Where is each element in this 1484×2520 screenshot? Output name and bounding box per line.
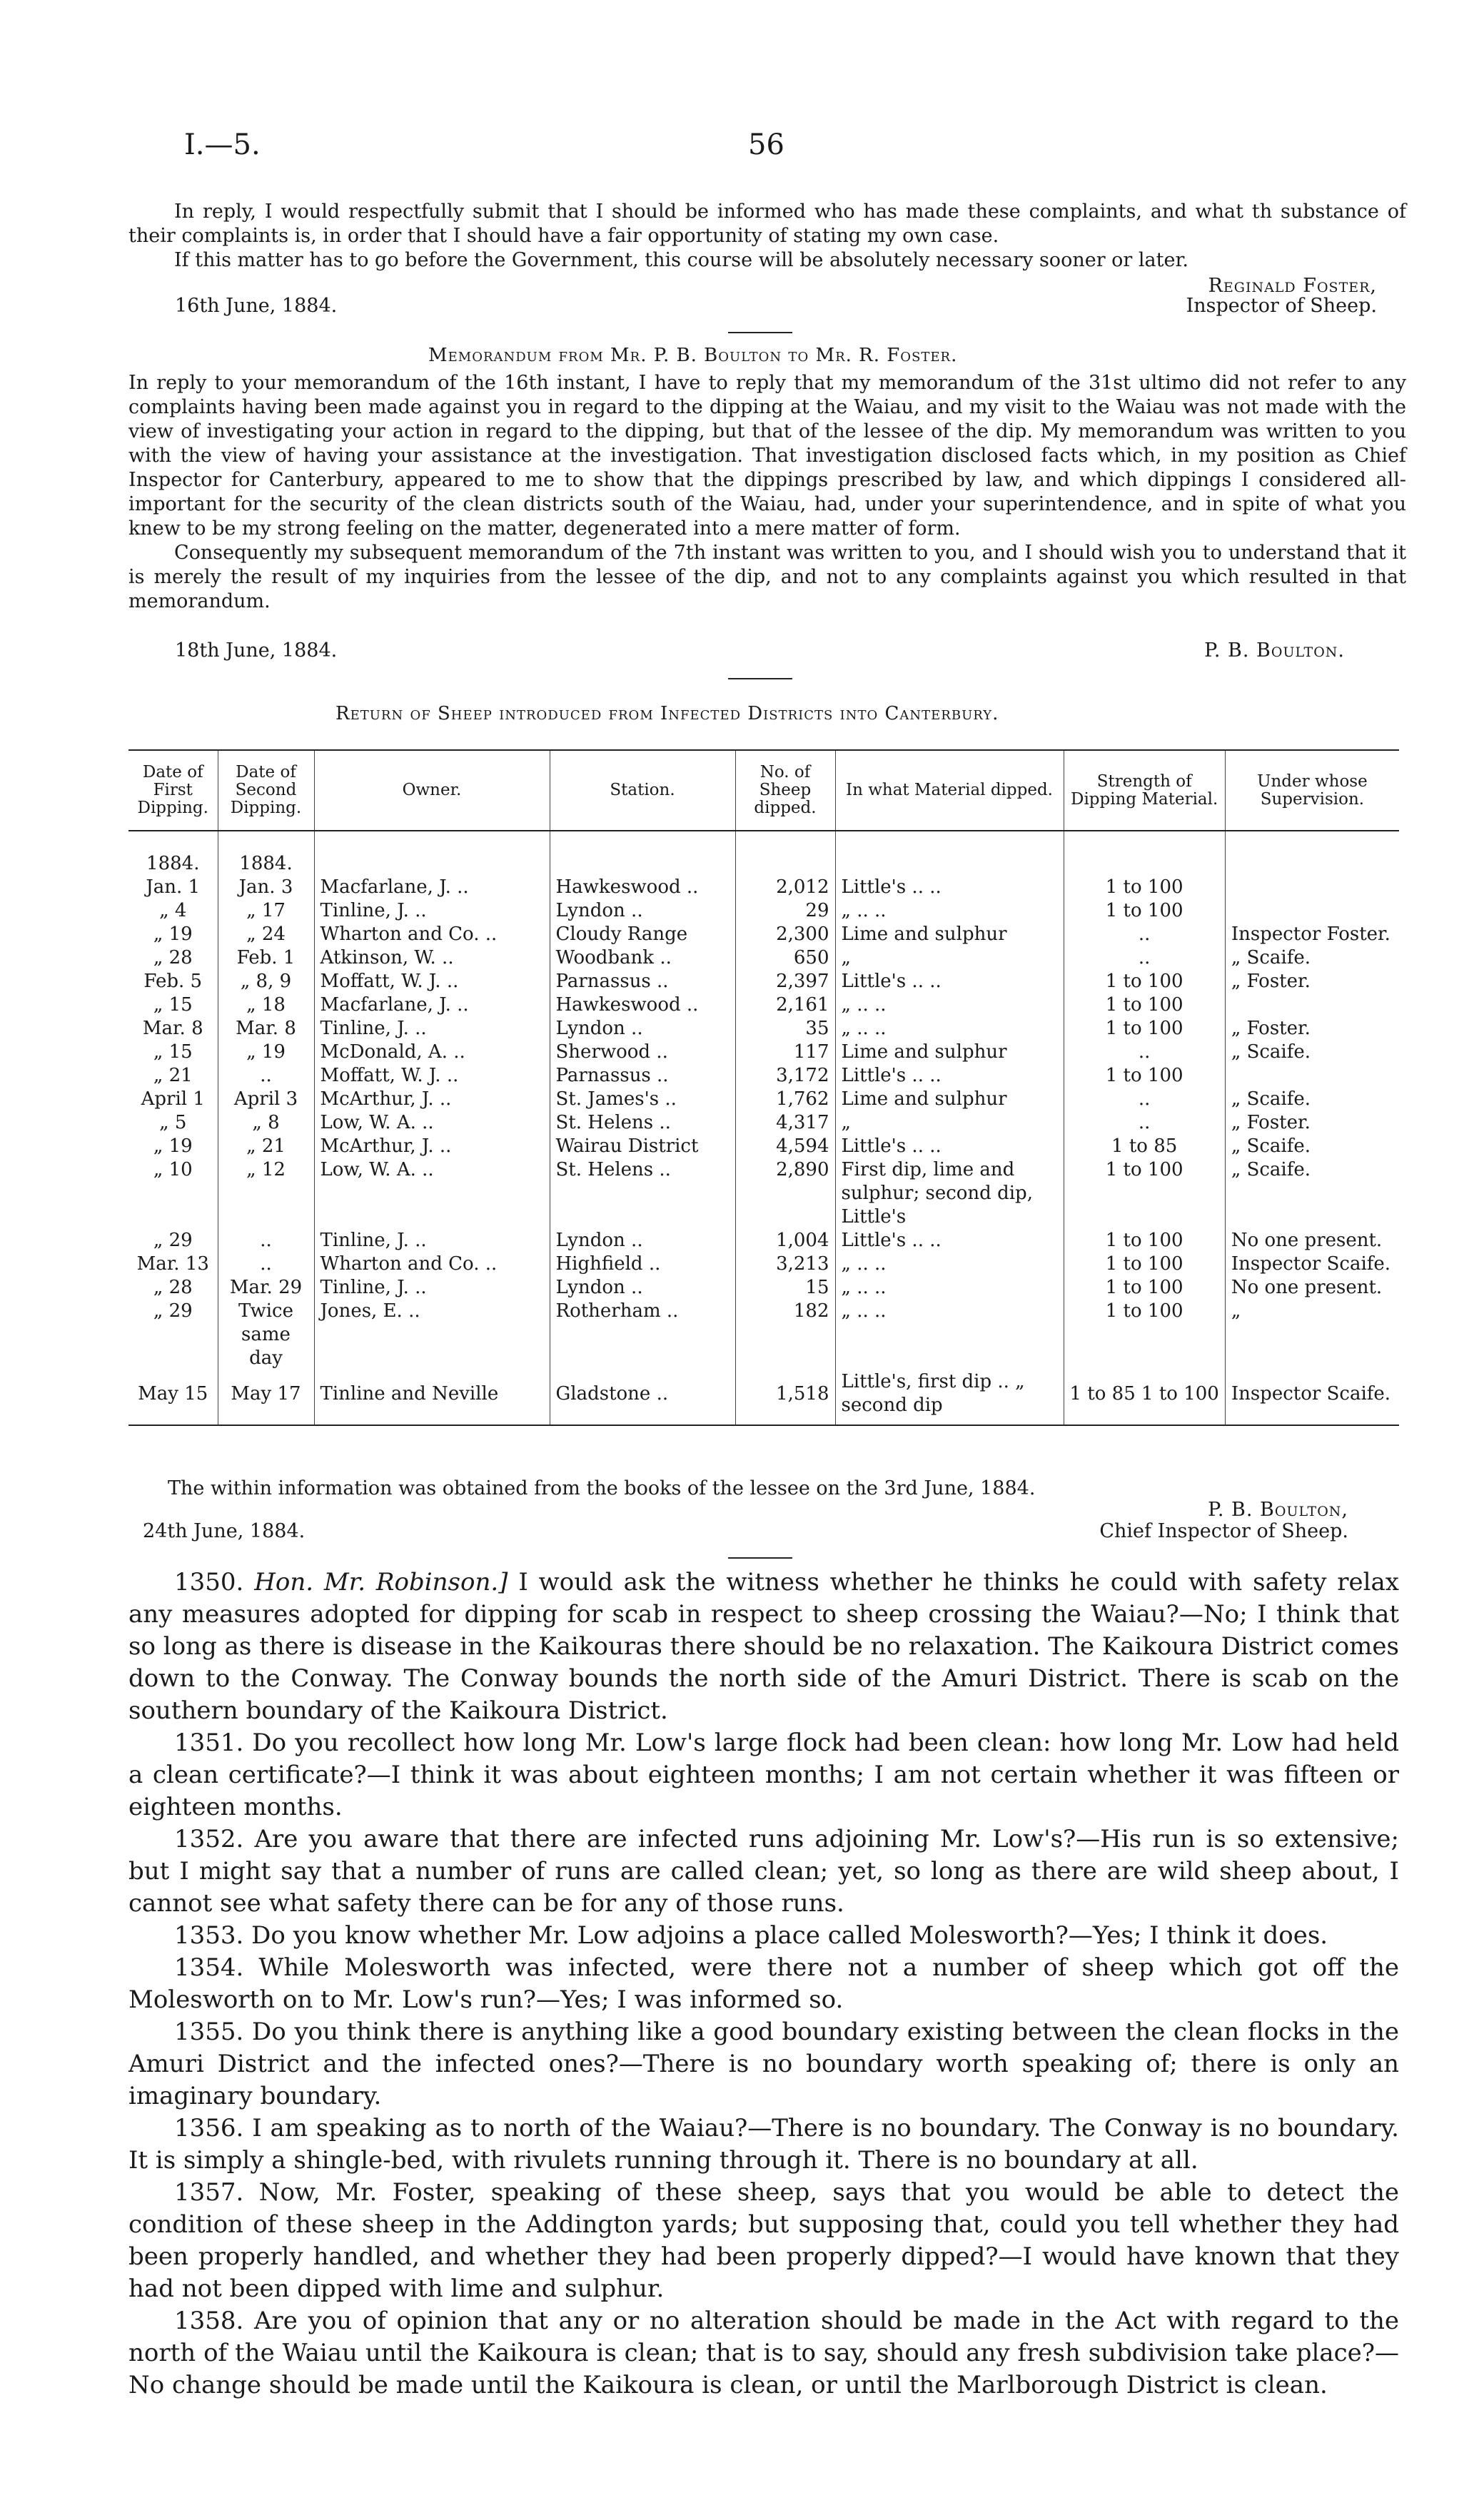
column-header: Date of Second Dipping. xyxy=(218,750,314,831)
table-cell: May 17 xyxy=(218,1370,314,1425)
question-number: 1356. xyxy=(174,2114,253,2142)
table-cell: Inspector Scaife. xyxy=(1225,1253,1399,1276)
table-row xyxy=(128,1300,1399,1370)
table-cell: „ 29 xyxy=(153,1230,193,1251)
table-cell: 3,213 xyxy=(735,1253,835,1276)
table-cell: Macfarlane, J. .. xyxy=(314,993,550,1017)
table-row xyxy=(128,1158,1399,1229)
table-cell: Jan. 1 xyxy=(146,876,201,898)
table-cell: McArthur, J. .. xyxy=(314,1088,550,1111)
table-cell: Jones, E. .. xyxy=(314,1300,550,1370)
question-number: 1350. xyxy=(174,1568,255,1596)
table-cell: 117 xyxy=(735,1041,835,1064)
table-cell: „ Scaife. xyxy=(1225,946,1399,970)
table-cell: Tinline, J. .. xyxy=(314,1017,550,1041)
table-cell: Mar. 8 xyxy=(218,1017,314,1041)
section-divider xyxy=(728,332,792,333)
table-cell: 1 to 100 xyxy=(1064,993,1225,1017)
table-cell: „ 19 xyxy=(218,1041,314,1064)
speaker-name: Hon. Mr. Robinson.] xyxy=(254,1568,519,1596)
table-cell: Inspector Scaife. xyxy=(1225,1370,1399,1425)
column-header: In what Material dipped. xyxy=(835,750,1064,831)
table-cell: No one present. xyxy=(1225,1229,1399,1253)
table-cell: 1 to 100 xyxy=(1064,1158,1225,1229)
table-cell: Lime and sulphur xyxy=(835,1041,1064,1064)
section-divider xyxy=(728,678,792,679)
question-number: 1352. xyxy=(174,1825,255,1853)
table-cell: Tinline and Neville xyxy=(314,1370,550,1425)
table-cell: Lime and sulphur xyxy=(835,1088,1064,1111)
table-cell: 1 to 100 xyxy=(1064,1253,1225,1276)
table-row xyxy=(128,852,1399,876)
memorandum-paragraph: Consequently my subsequent memorandum of the 7th instant was written to you, and I should wish you to understand that it is merely the result of my inquiries from the lessee of the dip, and not to any complaints against you which resulted in that memorandum. xyxy=(128,542,1406,612)
evidence-question xyxy=(128,1567,1399,1727)
table-cell: St. Helens .. xyxy=(550,1111,735,1135)
table-cell: Hawkeswood .. xyxy=(550,993,735,1017)
table-cell: 35 xyxy=(735,1017,835,1041)
table-cell xyxy=(1225,852,1399,876)
table-cell: „ Scaife. xyxy=(1225,1041,1399,1064)
column-header: Strength of Dipping Material. xyxy=(1064,750,1225,831)
table-cell: „ .. .. xyxy=(835,1276,1064,1300)
question-text: Are you of opinion that any or no alteration should be made in the Act with regard to the north of the Waiau until the Kaikoura is clean; that is to say, should any fresh subdivision take place?—No change should be made until the Kaikoura is clean, or until the Marlborough District is clean. xyxy=(128,2307,1399,2399)
table-cell: „ .. .. xyxy=(835,1017,1064,1041)
table-cell: „ 19 xyxy=(153,924,193,945)
table-cell: 1 to 100 xyxy=(1064,1017,1225,1041)
table-cell: „ xyxy=(835,1111,1064,1135)
table-cell: Parnassus .. xyxy=(550,1064,735,1088)
table-cell: „ 29 xyxy=(153,1300,193,1322)
foster-reply-paragraph: In reply, I would respectfully submit that I should be informed who has made these complaints, and what th substance of their complaints is, in order that I should have a fair opportunity of stating my own case. xyxy=(128,201,1406,247)
table-cell: Lime and sulphur xyxy=(835,923,1064,946)
table-cell: Twice same day xyxy=(218,1300,314,1370)
table-cell: St. James's .. xyxy=(550,1088,735,1111)
table-cell: 1,518 xyxy=(735,1370,835,1425)
return-table-body xyxy=(128,831,1399,1425)
table-cell: 1 to 85 1 to 100 xyxy=(1064,1370,1225,1425)
table-cell: Parnassus .. xyxy=(550,970,735,993)
table-cell: Feb. 1 xyxy=(218,946,314,970)
table-cell: Low, W. A. .. xyxy=(314,1111,550,1135)
table-cell: Gladstone .. xyxy=(550,1370,735,1425)
question-text: Do you know whether Mr. Low adjoins a place called Molesworth?—Yes; I think it does. xyxy=(251,1921,1328,1950)
table-cell: „ .. .. xyxy=(835,1253,1064,1276)
table-cell: „ 4 xyxy=(159,900,187,921)
table-cell: Little's .. .. xyxy=(835,1064,1064,1088)
table-row xyxy=(128,1276,1399,1300)
question-number: 1357. xyxy=(174,2178,259,2207)
table-cell: April 3 xyxy=(218,1088,314,1111)
table-cell: „ 5 xyxy=(159,1112,187,1133)
question-text: While Molesworth was infected, were there not a number of sheep which got off the Molesworth on to Mr. Low's run?—Yes; I was informed so. xyxy=(128,1953,1399,2014)
table-cell: Cloudy Range xyxy=(550,923,735,946)
page-number: 56 xyxy=(748,128,784,161)
question-number: 1358. xyxy=(174,2307,254,2335)
table-cell xyxy=(1225,876,1399,899)
document-reference: I.—5. xyxy=(184,128,261,161)
return-note: The within information was obtained from the books of the lessee on the 3rd June, 1884. xyxy=(168,1477,1036,1499)
table-row xyxy=(128,876,1399,899)
table-cell: „ Scaife. xyxy=(1225,1088,1399,1111)
evidence-question xyxy=(128,2016,1399,2112)
foster-signature-title: Inspector of Sheep. xyxy=(1186,295,1377,317)
table-cell: „ 21 xyxy=(218,1135,314,1158)
table-row xyxy=(128,1229,1399,1253)
table-cell: McArthur, J. .. xyxy=(314,1135,550,1158)
question-number: 1354. xyxy=(174,1953,259,1982)
table-cell: Jan. 3 xyxy=(218,876,314,899)
table-cell xyxy=(735,852,835,876)
question-number: 1355. xyxy=(174,2018,253,2046)
table-cell: Lyndon .. xyxy=(550,1229,735,1253)
table-cell: Little's .. .. xyxy=(835,1135,1064,1158)
table-cell: „ 12 xyxy=(218,1158,314,1229)
table-cell xyxy=(1064,852,1225,876)
table-cell: Wairau District xyxy=(550,1135,735,1158)
table-cell: Inspector Foster. xyxy=(1225,923,1399,946)
table-cell: Low, W. A. .. xyxy=(314,1158,550,1229)
table-cell: „ 19 xyxy=(153,1135,193,1157)
table-cell xyxy=(1225,1064,1399,1088)
table-cell: „ .. .. xyxy=(835,993,1064,1017)
question-number: 1353. xyxy=(174,1921,252,1950)
table-cell: 1 to 100 xyxy=(1064,970,1225,993)
table-cell: 1,004 xyxy=(735,1229,835,1253)
section-divider xyxy=(728,1557,792,1559)
table-cell: Woodbank .. xyxy=(550,946,735,970)
table-row xyxy=(128,1064,1399,1088)
table-cell: Mar. 13 xyxy=(136,1253,209,1275)
return-table-title: Return of Sheep introduced from Infected Districts into Canterbury. xyxy=(335,703,999,724)
table-cell: „ Foster. xyxy=(1225,1111,1399,1135)
table-cell: Rotherham .. xyxy=(550,1300,735,1370)
table-cell: 2,397 xyxy=(735,970,835,993)
table-row xyxy=(128,946,1399,970)
table-row xyxy=(128,1135,1399,1158)
table-cell: Atkinson, W. .. xyxy=(314,946,550,970)
table-cell: First dip, lime and sulphur; second dip, Little's xyxy=(835,1158,1064,1229)
table-cell: „ 8 xyxy=(218,1111,314,1135)
question-text: I would ask the witness whether he thinks he could with safety relax any measures adopted for dipping for scab in respect to sheep crossing the Waiau?—No; I think that so long as there is disease in the Kaikouras there should be no relaxation. The Kaikoura District comes down to the Conway. The Conway bounds the north side of the Amuri District. There is scab on the southern boundary of the Kaikoura District. xyxy=(128,1568,1399,1725)
table-cell: „ 24 xyxy=(218,923,314,946)
table-cell: „ .. .. xyxy=(835,899,1064,923)
table-cell xyxy=(314,852,550,876)
table-row xyxy=(128,970,1399,993)
table-cell: „ 15 xyxy=(153,994,193,1016)
evidence-question xyxy=(128,1727,1399,1823)
table-cell: „ 17 xyxy=(218,899,314,923)
table-row xyxy=(128,1370,1399,1425)
table-cell: „ Scaife. xyxy=(1225,1158,1399,1229)
table-cell: „ Scaife. xyxy=(1225,1135,1399,1158)
table-cell: .. xyxy=(1064,1088,1225,1111)
table-cell: „ 10 xyxy=(153,1159,193,1180)
table-cell: „ 8, 9 xyxy=(218,970,314,993)
table-cell: Tinline, J. .. xyxy=(314,1229,550,1253)
evidence-section xyxy=(128,1567,1399,2402)
table-cell: Little's, first dip .. „ second dip xyxy=(835,1370,1064,1425)
table-cell: „ xyxy=(1225,1300,1399,1370)
table-cell: .. xyxy=(218,1253,314,1276)
table-cell: .. xyxy=(218,1064,314,1088)
return-signature-name: P. B. Boulton, xyxy=(1208,1499,1348,1521)
table-cell: „ Foster. xyxy=(1225,1017,1399,1041)
table-cell xyxy=(1225,993,1399,1017)
column-header: Owner. xyxy=(314,750,550,831)
table-cell: McDonald, A. .. xyxy=(314,1041,550,1064)
question-text: Do you think there is anything like a good boundary existing between the clean flocks in the Amuri District and the infected ones?—There is no boundary worth speaking of; there is only an imaginary boundary. xyxy=(128,2018,1399,2110)
question-number: 1351. xyxy=(174,1729,253,1757)
table-cell: Lyndon .. xyxy=(550,1276,735,1300)
table-cell: Tinline, J. .. xyxy=(314,899,550,923)
foster-reply-paragraph: If this matter has to go before the Government, this course will be absolutely necessary sooner or later. xyxy=(174,249,1189,271)
table-cell: 2,890 xyxy=(735,1158,835,1229)
evidence-question xyxy=(128,2177,1399,2305)
table-cell: Feb. 5 xyxy=(143,971,203,992)
table-cell: 1 to 85 xyxy=(1064,1135,1225,1158)
table-cell: Wharton and Co. .. xyxy=(314,1253,550,1276)
table-cell: 1 to 100 xyxy=(1064,1229,1225,1253)
memorandum-signature: P. B. Boulton. xyxy=(1204,639,1345,662)
table-cell: 3,172 xyxy=(735,1064,835,1088)
table-cell: .. xyxy=(1064,1111,1225,1135)
table-cell: May 15 xyxy=(128,1370,218,1425)
table-row xyxy=(128,923,1399,946)
table-cell xyxy=(1225,899,1399,923)
table-cell: „ 18 xyxy=(218,993,314,1017)
table-cell: 182 xyxy=(735,1300,835,1370)
column-header: Station. xyxy=(550,750,735,831)
table-cell: .. xyxy=(1064,923,1225,946)
memorandum-paragraph: In reply to your memorandum of the 16th instant, I have to reply that my memorandum of the 31st ultimo did not refer to any complaints having been made against you in regard to the dipping at the Waiau, and my visit to the Waiau was not made with the view of investigating your action in regard to the dipping, but that of the lessee of the dip. My memorandum was written to you with the view of having your assistance at the investigation. That investigation disclosed facts which, in my position as Chief Inspector for Canterbury, appeared to me to show that the dippings prescribed by law, and which dippings I considered all-important for the security of the clean districts south of the Waiau, had, under your superintendence, and in spite of what you knew to be my strong feeling on the matter, degenerated into a mere matter of form. xyxy=(128,372,1406,540)
table-cell: Mar. 8 xyxy=(142,1018,203,1039)
table-cell: 1 to 100 xyxy=(1064,1300,1225,1370)
table-cell xyxy=(550,852,735,876)
memorandum-date: 18th June, 1884. xyxy=(175,639,338,662)
evidence-question xyxy=(128,1823,1399,1920)
table-cell: No one present. xyxy=(1225,1276,1399,1300)
table-cell: 1 to 100 xyxy=(1064,1276,1225,1300)
table-cell: „ 28 xyxy=(153,1277,193,1298)
table-row xyxy=(128,899,1399,923)
evidence-question xyxy=(128,1952,1399,2016)
table-cell: .. xyxy=(1064,946,1225,970)
memorandum-title: Memorandum from Mr. P. B. Boulton to Mr. R. Foster. xyxy=(428,345,958,366)
table-cell: „ 28 xyxy=(153,947,193,968)
table-cell: St. Helens .. xyxy=(550,1158,735,1229)
memorandum-body xyxy=(128,371,1406,614)
table-cell: 1,762 xyxy=(735,1088,835,1111)
table-cell: Tinline, J. .. xyxy=(314,1276,550,1300)
table-cell: 2,012 xyxy=(735,876,835,899)
column-header: No. of Sheep dipped. xyxy=(735,750,835,831)
table-cell: „ .. .. xyxy=(835,1300,1064,1370)
foster-reply-date: 16th June, 1884. xyxy=(175,295,338,317)
table-cell: .. xyxy=(218,1229,314,1253)
table-cell: Wharton and Co. .. xyxy=(314,923,550,946)
table-header-row xyxy=(128,750,1399,831)
table-row xyxy=(128,1088,1399,1111)
question-text: Now, Mr. Foster, speaking of these sheep, says that you would be able to detect the condition of these sheep in the Addington yards; but supposing that, could you tell whether they had been properly handled, and whether they had been properly dipped?—I would have known that they had not been dipped with lime and sulphur. xyxy=(128,2178,1399,2303)
return-signature-title: Chief Inspector of Sheep. xyxy=(1099,1520,1348,1542)
table-cell: Hawkeswood .. xyxy=(550,876,735,899)
question-text: Do you recollect how long Mr. Low's large flock had been clean: how long Mr. Low had held a clean certificate?—I think it was about eighteen months; I am not certain whether it was fifteen or eighteen months. xyxy=(128,1729,1399,1821)
table-cell: 1 to 100 xyxy=(1064,876,1225,899)
table-cell: „ 21 xyxy=(153,1065,193,1086)
table-cell: 1 to 100 xyxy=(1064,899,1225,923)
table-cell: „ 15 xyxy=(153,1041,193,1063)
table-cell: 15 xyxy=(735,1276,835,1300)
return-table xyxy=(128,749,1399,1426)
foster-signature-name: Reginald Foster, xyxy=(1208,275,1377,297)
table-cell: Moffatt, W. J. .. xyxy=(314,970,550,993)
evidence-question xyxy=(128,2112,1399,2177)
table-cell: Sherwood .. xyxy=(550,1041,735,1064)
table-cell: April 1 xyxy=(141,1088,205,1110)
table-cell: 1884. xyxy=(218,852,314,876)
table-cell: 4,594 xyxy=(735,1135,835,1158)
column-header: Date of First Dipping. xyxy=(128,750,218,831)
question-text: Are you aware that there are infected runs adjoining Mr. Low's?—His run is so extensive; but I might say that a number of runs are called clean; yet, so long as there are wild sheep about, I cannot see what safety there can be for any of those runs. xyxy=(128,1825,1399,1918)
table-cell: Lyndon .. xyxy=(550,899,735,923)
table-cell: 4,317 xyxy=(735,1111,835,1135)
table-row xyxy=(128,993,1399,1017)
question-text: I am speaking as to north of the Waiau?—There is no boundary. The Conway is no boundary. It is simply a shingle-bed, with rivulets running through it. There is no boundary at all. xyxy=(128,2114,1399,2175)
table-cell: Little's .. .. xyxy=(835,1229,1064,1253)
table-cell: „ Foster. xyxy=(1225,970,1399,993)
table-cell: Moffatt, W. J. .. xyxy=(314,1064,550,1088)
table-row xyxy=(128,1041,1399,1064)
table-cell: Macfarlane, J. .. xyxy=(314,876,550,899)
table-cell: 1884. xyxy=(146,853,200,874)
return-date: 24th June, 1884. xyxy=(143,1520,306,1542)
column-header: Under whose Supervision. xyxy=(1225,750,1399,831)
table-cell: 1 to 100 xyxy=(1064,1064,1225,1088)
table-cell xyxy=(835,852,1064,876)
table-row xyxy=(128,1111,1399,1135)
table-cell: 29 xyxy=(735,899,835,923)
table-cell: Highfield .. xyxy=(550,1253,735,1276)
table-cell: .. xyxy=(1064,1041,1225,1064)
table-cell: 2,161 xyxy=(735,993,835,1017)
table-cell: Lyndon .. xyxy=(550,1017,735,1041)
table-row xyxy=(128,1017,1399,1041)
table-cell: 2,300 xyxy=(735,923,835,946)
foster-reply xyxy=(128,200,1406,273)
table-row xyxy=(128,1253,1399,1276)
table-cell: „ xyxy=(835,946,1064,970)
table-cell: Mar. 29 xyxy=(218,1276,314,1300)
evidence-question xyxy=(128,2305,1399,2402)
table-cell: 650 xyxy=(735,946,835,970)
table-cell: Little's .. .. xyxy=(835,970,1064,993)
table-cell: Little's .. .. xyxy=(835,876,1064,899)
evidence-question xyxy=(128,1920,1399,1952)
